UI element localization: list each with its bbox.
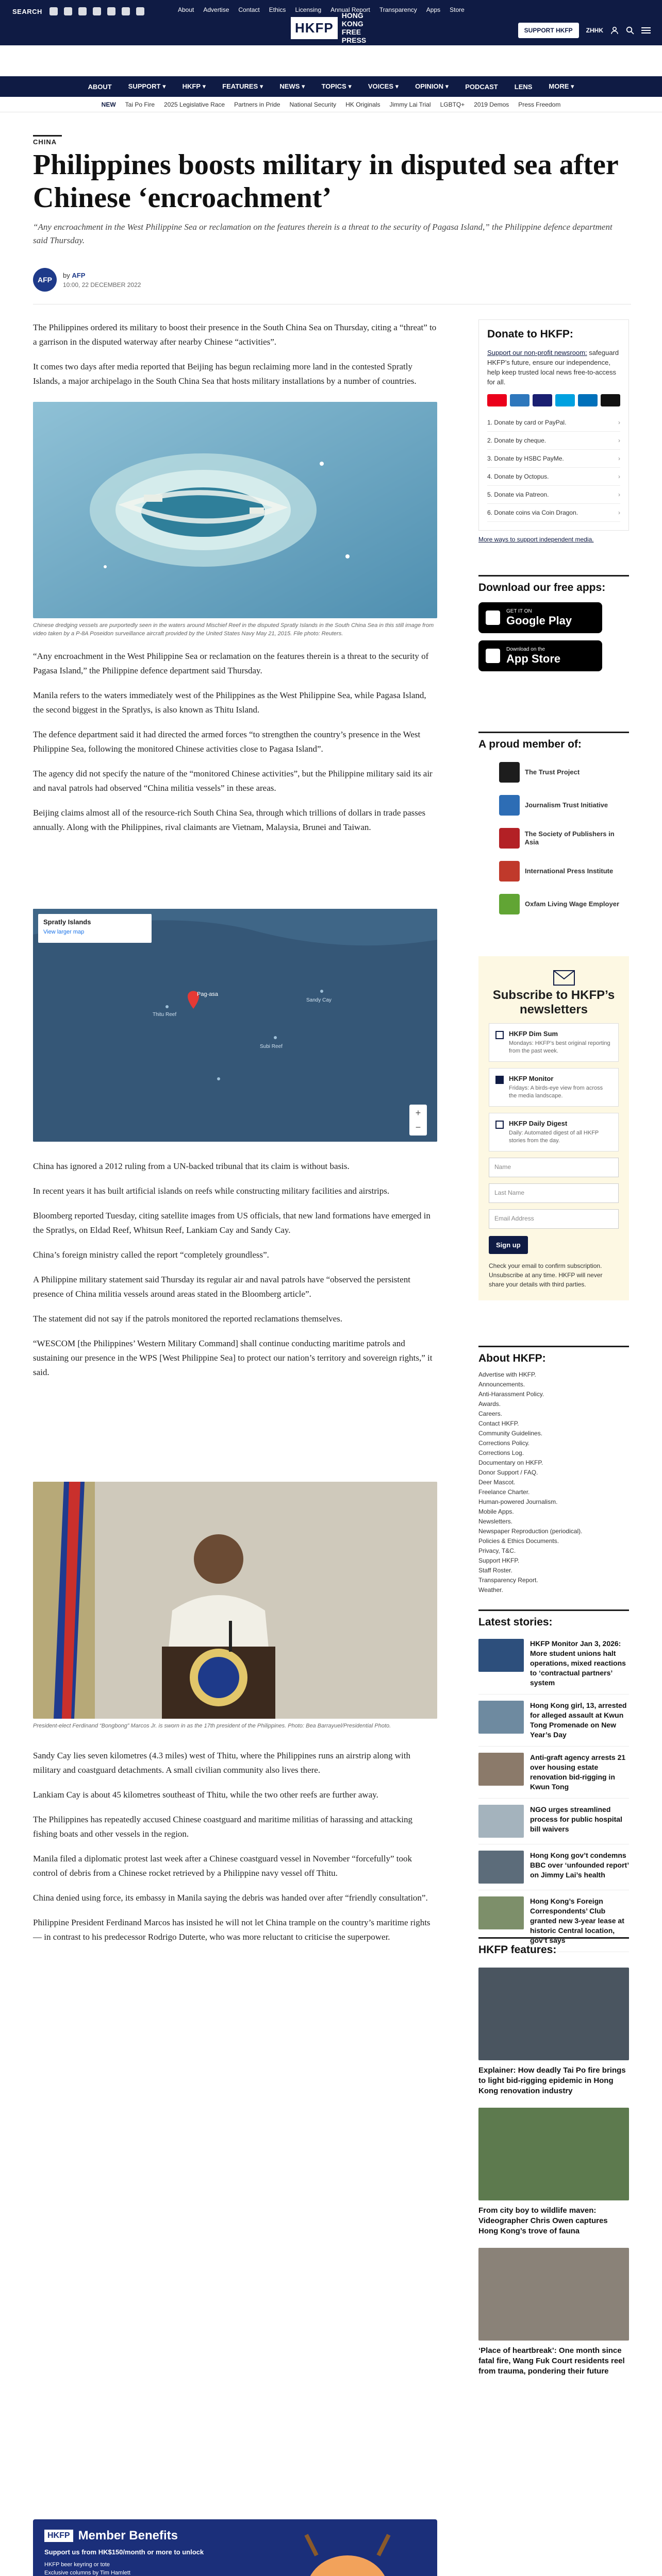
feature-image	[478, 1968, 629, 2060]
google-play-icon	[486, 611, 500, 625]
nav-podcast[interactable]: PODCAST	[465, 82, 498, 91]
svg-text:−: −	[415, 1122, 421, 1132]
map-label: Pag-asa	[197, 991, 218, 997]
paragraph: The Philippines has repeatedly accused Chinese coastguard and maritime militias of harassing and attacking fishing boats and other vessels in the region.	[33, 1815, 412, 1839]
story-title: NGO urges streamlined process for public hospital bill waivers	[530, 1805, 622, 1833]
envelope-icon	[489, 968, 639, 988]
map-larger-link[interactable]: View larger map	[43, 929, 85, 935]
donate-option[interactable]: 3. Donate by HSBC PayMe. ›	[487, 450, 620, 468]
body-block-a	[33, 320, 437, 388]
author-line	[63, 272, 141, 279]
app-store-small: Download on the	[506, 646, 545, 652]
unionpay-icon	[555, 394, 575, 406]
paragraph: China has ignored a 2012 ruling from a UN-backed tribunal that its claim is without basis.	[33, 1161, 350, 1171]
latest-list	[478, 1633, 629, 1952]
body-block-b	[33, 649, 437, 835]
promo-benefit: HKFP beer keyring or tote	[44, 2562, 110, 2568]
trending-link[interactable]: 2019 Demos	[474, 100, 509, 108]
trending-link[interactable]: HK Originals	[345, 100, 380, 108]
about-link[interactable]: Anti-Harassment Policy.	[478, 1391, 544, 1398]
amex-icon	[510, 394, 529, 406]
about-link[interactable]: Awards.	[478, 1400, 501, 1408]
trust-project-icon	[499, 762, 520, 783]
promo-benefit: Exclusive columns by Tim Hamlett	[44, 2570, 130, 2576]
newsletter-name: HKFP Dim Sum	[509, 1030, 558, 1038]
map-title: Spratly Islands	[43, 918, 91, 926]
newsletter-option[interactable]	[489, 1023, 619, 1062]
latest-story[interactable]	[478, 1633, 629, 1694]
feature-item[interactable]	[478, 2108, 629, 2236]
story-thumbnail	[478, 1701, 524, 1734]
paragraph: A Philippine military statement said Thursday its regular air and naval patrols have “observed the persistent presence of China militia vessels around areas stated in the Bloomberg article”.	[33, 1275, 410, 1299]
map-embed[interactable]	[33, 909, 437, 1142]
latest-story[interactable]	[478, 1747, 629, 1799]
member-title: A proud member of:	[478, 732, 629, 751]
article-lede: “Any encroachment in the West Philippine Sea or reclamation on the features therein is a threat to the security of Pagasa Island,” the Philippine defence department said Thursday.	[33, 222, 613, 245]
latest-story[interactable]	[478, 1799, 629, 1844]
utility-link[interactable]: Store	[450, 6, 465, 13]
features-title: HKFP features:	[478, 1937, 629, 1956]
mastercard-icon	[487, 394, 507, 406]
member-item[interactable]	[499, 822, 629, 855]
member-benefits-banner[interactable]	[33, 2519, 437, 2576]
member-item[interactable]	[499, 888, 629, 921]
about-link[interactable]: Announcements.	[478, 1381, 525, 1388]
nav-topics[interactable]: TOPICS ▾	[322, 82, 352, 91]
article-category[interactable]: CHINA	[33, 138, 57, 146]
sidebar-newsletter	[478, 956, 629, 1300]
body-block-d	[33, 1749, 437, 1944]
search-link[interactable]: SEARCH	[12, 7, 42, 15]
sidebar-apps	[478, 575, 629, 671]
nav-about[interactable]: ABOUT	[88, 82, 112, 91]
menu-icon[interactable]	[641, 26, 651, 35]
signup-button[interactable]: Sign up	[489, 1236, 528, 1254]
about-link[interactable]: Support HKFP.	[478, 1557, 520, 1564]
story-thumbnail	[478, 1851, 524, 1884]
about-link[interactable]: Community Guidelines.	[478, 1430, 543, 1437]
mail-icon[interactable]	[136, 7, 144, 15]
trending-link[interactable]: Partners in Pride	[234, 100, 280, 108]
nav-voices[interactable]: VOICES ▾	[368, 82, 399, 91]
paragraph: China’s foreign ministry called the report “completely groundless”.	[33, 1250, 269, 1260]
about-link[interactable]: Newspaper Reproduction (periodical).	[478, 1528, 583, 1535]
story-thumbnail	[478, 1639, 524, 1672]
story-thumbnail	[478, 1896, 524, 1929]
utility-nav	[178, 6, 465, 13]
donate-intro-text: safeguard HKFP’s future, ensure our independence, help keep trusted local news free-to-access for all.	[487, 349, 619, 386]
map-label: Thitu Reef	[153, 1012, 177, 1018]
promo-header	[44, 2529, 178, 2543]
promo-subtitle: Support us from HK$150/month or more to unlock	[44, 2548, 204, 2556]
nav-news[interactable]: NEWS ▾	[279, 82, 305, 91]
kicker-rule	[33, 135, 62, 137]
google-play-button[interactable]	[478, 602, 602, 633]
nav-features[interactable]: FEATURES ▾	[222, 82, 263, 91]
latest-story[interactable]	[478, 1844, 629, 1890]
newsletter-note: Check your email to confirm subscription. Unsubscribe at any time. HKFP will never share your details with third parties.	[489, 1262, 603, 1288]
feature-title: ‘Place of heartbreak’: One month since fatal fire, Wang Fuk Court residents reel from trauma, pondering their future	[478, 2346, 625, 2376]
apple-icon	[486, 649, 500, 663]
social-icons	[49, 7, 144, 15]
member-name: Journalism Trust Initiative	[525, 801, 608, 809]
about-link[interactable]: Weather.	[478, 1586, 503, 1594]
story-title: Hong Kong gov’t condemns BBC over ‘unfounded report’ on Jimmy Lai’s health	[530, 1851, 629, 1879]
about-title: About HKFP:	[478, 1346, 629, 1365]
latest-story[interactable]	[478, 1694, 629, 1747]
about-link[interactable]: Documentary on HKFP.	[478, 1459, 543, 1466]
paragraph: “WESCOM [the Philippines’ Western Military Command] shall continue conducting maritime patrols and sustaining our presence in the WPS [West Philippine Sea] to protect our nation’s territory and sovereign rights,” it said.	[33, 1338, 433, 1377]
donate-option[interactable]: 5. Donate via Patreon. ›	[487, 486, 620, 504]
utility-link[interactable]: Annual Report	[330, 6, 370, 13]
support-hkfp-button[interactable]: SUPPORT HKFP	[518, 23, 579, 38]
about-link[interactable]: Advertise with HKFP.	[478, 1371, 536, 1378]
about-link[interactable]: Newsletters.	[478, 1518, 513, 1525]
latest-title: Latest stories:	[478, 1609, 629, 1629]
photo-caption: Chinese dredging vessels are purportedly seen in the waters around Mischief Reef in the disputed Spratly Islands in the South China Sea in this still image from video taken by a P-8A Poseidon surveillance aircraft provided by the United States Navy May 21, 2015. File photo: Reuters.	[33, 622, 434, 637]
author-name[interactable]: AFP	[72, 271, 86, 279]
applepay-icon	[601, 394, 620, 406]
newsletter-desc: Fridays: A birds-eye view from across the media landscape.	[509, 1085, 603, 1099]
feature-image	[478, 2108, 629, 2200]
donate-options	[487, 414, 620, 522]
top-bar	[0, 0, 662, 45]
trending-link[interactable]: Press Freedom	[518, 100, 561, 108]
about-link[interactable]: Transparency Report.	[478, 1577, 538, 1584]
promo-title: Member Benefits	[78, 2529, 178, 2543]
logo-name	[342, 11, 371, 44]
feature-item[interactable]	[478, 2248, 629, 2377]
utility-link[interactable]: Contact	[238, 6, 260, 13]
paragraph: The defence department said it had directed the armed forces “to strengthen the country’s presence in the West Philippine Sea, following the monitored Chinese activities close to Pagasa Island”.	[33, 730, 421, 754]
site-logo[interactable]	[291, 11, 371, 44]
photo-marcos[interactable]	[33, 1482, 437, 1719]
map-label: Subi Reef	[260, 1044, 283, 1049]
more-ways-link[interactable]: More ways to support independent media.	[478, 536, 594, 543]
trending-link[interactable]: National Security	[289, 100, 337, 108]
svg-text:+: +	[415, 1108, 421, 1118]
sidebar-about	[478, 1346, 629, 1595]
member-item[interactable]	[499, 756, 629, 789]
about-link[interactable]: Privacy, T&C.	[478, 1547, 516, 1554]
photo-reef[interactable]	[33, 402, 437, 618]
x-icon[interactable]	[64, 7, 72, 15]
paragraph: Beijing claims almost all of the resource-rich South China Sea, through which trillions of dollars in trade passes annually. Along with the Philippines, rival claimants are Vietnam, Malaysia, Brunei and Taiwan.	[33, 808, 426, 832]
logo-line-1: HONG KONG	[341, 11, 363, 28]
facebook-icon[interactable]	[49, 7, 58, 15]
app-store-button[interactable]	[478, 640, 602, 671]
paragraph: The agency did not specify the nature of the “monitored Chinese activities”, but the Philippine military said its air and naval patrols had observed “China militia vessels” in these areas.	[33, 769, 433, 793]
story-title: Hong Kong’s Foreign Correspondents’ Club granted new 3-year lease at historic Central location, gov’t says	[530, 1897, 624, 1944]
first-name-field[interactable]: Name	[489, 1158, 619, 1177]
donate-option[interactable]: 4. Donate by Octopus. ›	[487, 468, 620, 486]
oxfam-icon	[499, 894, 520, 914]
story-thumbnail	[478, 1805, 524, 1838]
article-title: Philippines boosts military in disputed sea after Chinese ‘encroachment’	[33, 149, 618, 214]
sidebar-donate	[478, 319, 629, 543]
about-link[interactable]: Corrections Policy.	[478, 1439, 530, 1447]
payment-cards	[487, 394, 620, 406]
member-name: The Society of Publishers in Asia	[524, 830, 615, 846]
member-list	[478, 756, 629, 921]
paragraph: Manila refers to the waters immediately west of the Philippines as the West Philippine Sea, while Pagasa Island, the second biggest in the Spratlys, is also known as Thitu Island.	[33, 690, 426, 715]
trending-link[interactable]: Tai Po Fire	[125, 100, 155, 108]
by-prefix: by	[63, 271, 70, 279]
donate-title: Donate to HKFP:	[487, 328, 573, 340]
app-store-big: App Store	[506, 652, 561, 665]
publish-date: 10:00, 22 DECEMBER 2022	[63, 281, 141, 289]
language-toggle[interactable]: ZHHK	[586, 27, 603, 34]
utility-link[interactable]: Licensing	[295, 6, 322, 13]
story-title: Anti-graft agency arrests 21 over housing estate renovation bid-rigging in Kwun Tong	[530, 1753, 626, 1791]
newsletter-name: HKFP Daily Digest	[509, 1120, 568, 1127]
email-field[interactable]: Email Address	[489, 1209, 619, 1229]
newsletter-title: Subscribe to HKFP’s newsletters	[492, 988, 615, 1016]
newsletter-checkbox[interactable]	[495, 1031, 504, 1039]
donate-intro	[487, 348, 620, 387]
feature-title: From city boy to wildlife maven: Videographer Chris Owen captures Hong Kong’s trove of fauna	[478, 2206, 608, 2235]
google-play-small: GET IT ON	[506, 608, 532, 614]
member-name: International Press Institute	[525, 867, 614, 875]
about-link[interactable]: Human-powered Journalism.	[478, 1498, 558, 1505]
jti-icon	[499, 795, 520, 816]
utility-link[interactable]: Ethics	[269, 6, 286, 13]
donate-option[interactable]: 6. Donate coins via Coin Dragon. ›	[487, 504, 620, 522]
paragraph: Lankiam Cay is about 45 kilometres southeast of Thitu, while the two other reefs are further away.	[33, 1790, 378, 1800]
paragraph: The Philippines ordered its military to boost their presence in the South China Sea on Thursday, citing a “threat” to a garrison in the disputed waterway after nearby Chinese “activities”.	[33, 323, 437, 347]
sidebar-features	[478, 1937, 629, 2377]
threads-icon[interactable]	[107, 7, 115, 15]
google-play-big: Google Play	[506, 614, 572, 627]
member-name: The Trust Project	[525, 768, 580, 776]
rss-icon[interactable]	[122, 7, 130, 15]
last-name-field[interactable]: Last Name	[489, 1183, 619, 1203]
donate-box	[478, 319, 629, 531]
newsletter-name: HKFP Monitor	[509, 1075, 554, 1082]
paragraph: In recent years it has built artificial islands on reefs while constructing military facilities and airstrips.	[33, 1186, 390, 1196]
feature-item[interactable]	[478, 1968, 629, 2096]
member-item[interactable]	[499, 855, 629, 888]
about-link[interactable]: Mobile Apps.	[478, 1508, 514, 1515]
paragraph: The statement did not say if the patrols monitored the reported reclamations themselves.	[33, 1314, 343, 1324]
nav-more[interactable]: MORE ▾	[549, 82, 574, 91]
apps-title: Download our free apps:	[478, 575, 629, 594]
about-link[interactable]: Deer Mascot.	[478, 1479, 516, 1486]
author-avatar: AFP	[33, 268, 57, 292]
member-name: Oxfam Living Wage Employer	[525, 900, 620, 908]
nav-hkfp[interactable]: HKFP ▾	[183, 82, 206, 91]
about-link[interactable]: Staff Roster.	[478, 1567, 512, 1574]
promo-benefit-list	[44, 2561, 240, 2576]
body-block-c	[33, 1159, 437, 1380]
nav-lens[interactable]: LENS	[514, 82, 533, 91]
nav-opinion[interactable]: OPINION ▾	[415, 82, 449, 91]
about-link[interactable]: Corrections Log.	[478, 1449, 524, 1456]
paragraph: “Any encroachment in the West Philippine Sea or reclamation on the features therein is a threat to the security of Pagasa Island,” the Philippine defence department said Thursday.	[33, 651, 429, 675]
utility-link[interactable]: Advertise	[203, 6, 229, 13]
story-title: HKFP Monitor Jan 3, 2026: More student unions halt operations, mixed reactions to ‘contractual partners’ system	[530, 1639, 626, 1687]
paragraph: Bloomberg reported Tuesday, citing satellite images from US officials, that new land formations have emerged in the Spratlys, on Eldad Reef, Whitsun Reef, Lankiam Cay and Sandy Cay.	[33, 1211, 431, 1235]
top-right	[518, 23, 651, 38]
newsletter-checkbox-checked[interactable]	[495, 1076, 504, 1084]
paragraph: Philippine President Ferdinand Marcos has insisted he will not let China trample on the country’s maritime rights — in contrast to his predecessor Rodrigo Duterte, who was more reluctant to criticise the superpower.	[33, 1918, 431, 1942]
feature-title: Explainer: How deadly Tai Po fire brings to light bid-rigging epidemic in Hong Kong renovation industry	[478, 2066, 626, 2095]
paypal-icon	[578, 394, 598, 406]
newsletter-option[interactable]	[489, 1068, 619, 1107]
donate-option[interactable]: 2. Donate by cheque. ›	[487, 432, 620, 450]
trending-link[interactable]: LGBTQ+	[440, 100, 465, 108]
utility-link[interactable]: About	[178, 6, 194, 13]
trending-link[interactable]: Jimmy Lai Trial	[389, 100, 431, 108]
member-item[interactable]	[499, 789, 629, 822]
about-link[interactable]: Policies & Ethics Documents.	[478, 1537, 559, 1545]
search-icon[interactable]	[626, 26, 634, 35]
sidebar-members	[478, 732, 629, 921]
about-link[interactable]: Freelance Charter.	[478, 1488, 530, 1496]
feature-image	[478, 2248, 629, 2341]
story-thumbnail	[478, 1753, 524, 1786]
paragraph: Sandy Cay lies seven kilometres (4.3 miles) west of Thitu, where the Philippines runs an airstrip along with military and coastguard detachments. A small civilian community also lives there.	[33, 1751, 410, 1775]
paragraph: Manila filed a diplomatic protest last week after a Chinese coastguard vessel in November “forcefully” took control of debris from a Chinese rocket retrieved by a Philippine navy vessel off Thitu.	[33, 1854, 412, 1878]
deer-mascot-icon	[275, 2530, 430, 2576]
sidebar-latest	[478, 1609, 629, 1952]
map-card	[38, 914, 152, 943]
visa-icon	[533, 394, 552, 406]
user-icon[interactable]	[610, 26, 619, 35]
logo-mark: HKFP	[291, 17, 338, 39]
utility-link[interactable]: Apps	[426, 6, 441, 13]
about-link[interactable]: Careers.	[478, 1410, 503, 1417]
trending-new-label: NEW	[101, 100, 116, 108]
newsletter-checkbox[interactable]	[495, 1121, 504, 1129]
youtube-icon[interactable]	[93, 7, 101, 15]
promo-logo: HKFP	[44, 2530, 73, 2542]
paragraph: China denied using force, its embassy in Manila saying the debris was handed over after “friendly consultation”.	[33, 1893, 428, 1903]
top-left	[12, 7, 144, 15]
paragraph: It comes two days after media reported that Beijing has begun reclaiming more land in the contested Spratly Islands, a major archipelago in the South China Sea that hosts military installations by a number of countries.	[33, 362, 417, 386]
about-link[interactable]: Contact HKFP.	[478, 1420, 519, 1427]
nav-support[interactable]: SUPPORT ▾	[128, 82, 166, 91]
donate-option[interactable]: 1. Donate by card or PayPal. ›	[487, 414, 620, 432]
trending-link[interactable]: 2025 Legislative Race	[164, 100, 225, 108]
donate-intro-link[interactable]: Support our non-profit newsroom:	[487, 349, 587, 357]
photo-caption: President-elect Ferdinand “Bongbong” Marcos Jr. is sworn in as the 17th president of the Philippines. Photo: Bea Barrayuel/Presidential Photo.	[33, 1723, 391, 1729]
sopa-icon	[499, 828, 520, 849]
newsletter-desc: Daily: Automated digest of all HKFP stories from the day.	[509, 1130, 599, 1144]
newsletter-box	[478, 956, 629, 1300]
utility-link[interactable]: Transparency	[379, 6, 417, 13]
instagram-icon[interactable]	[78, 7, 87, 15]
about-list	[478, 1370, 629, 1595]
byline	[33, 268, 141, 292]
map-label: Sandy Cay	[306, 997, 332, 1003]
newsletter-desc: Mondays: HKFP’s best original reporting from the past week.	[509, 1040, 610, 1054]
section-nav	[0, 76, 662, 97]
logo-line-2: FREE PRESS	[341, 28, 367, 44]
story-title: Hong Kong girl, 13, arrested for alleged assault at Kwun Tong Promenade on New Year’s Day	[530, 1701, 627, 1739]
trending-bar	[0, 97, 662, 112]
about-link[interactable]: Donor Support / FAQ.	[478, 1469, 538, 1476]
newsletter-option[interactable]	[489, 1113, 619, 1151]
ipi-icon	[499, 861, 520, 882]
